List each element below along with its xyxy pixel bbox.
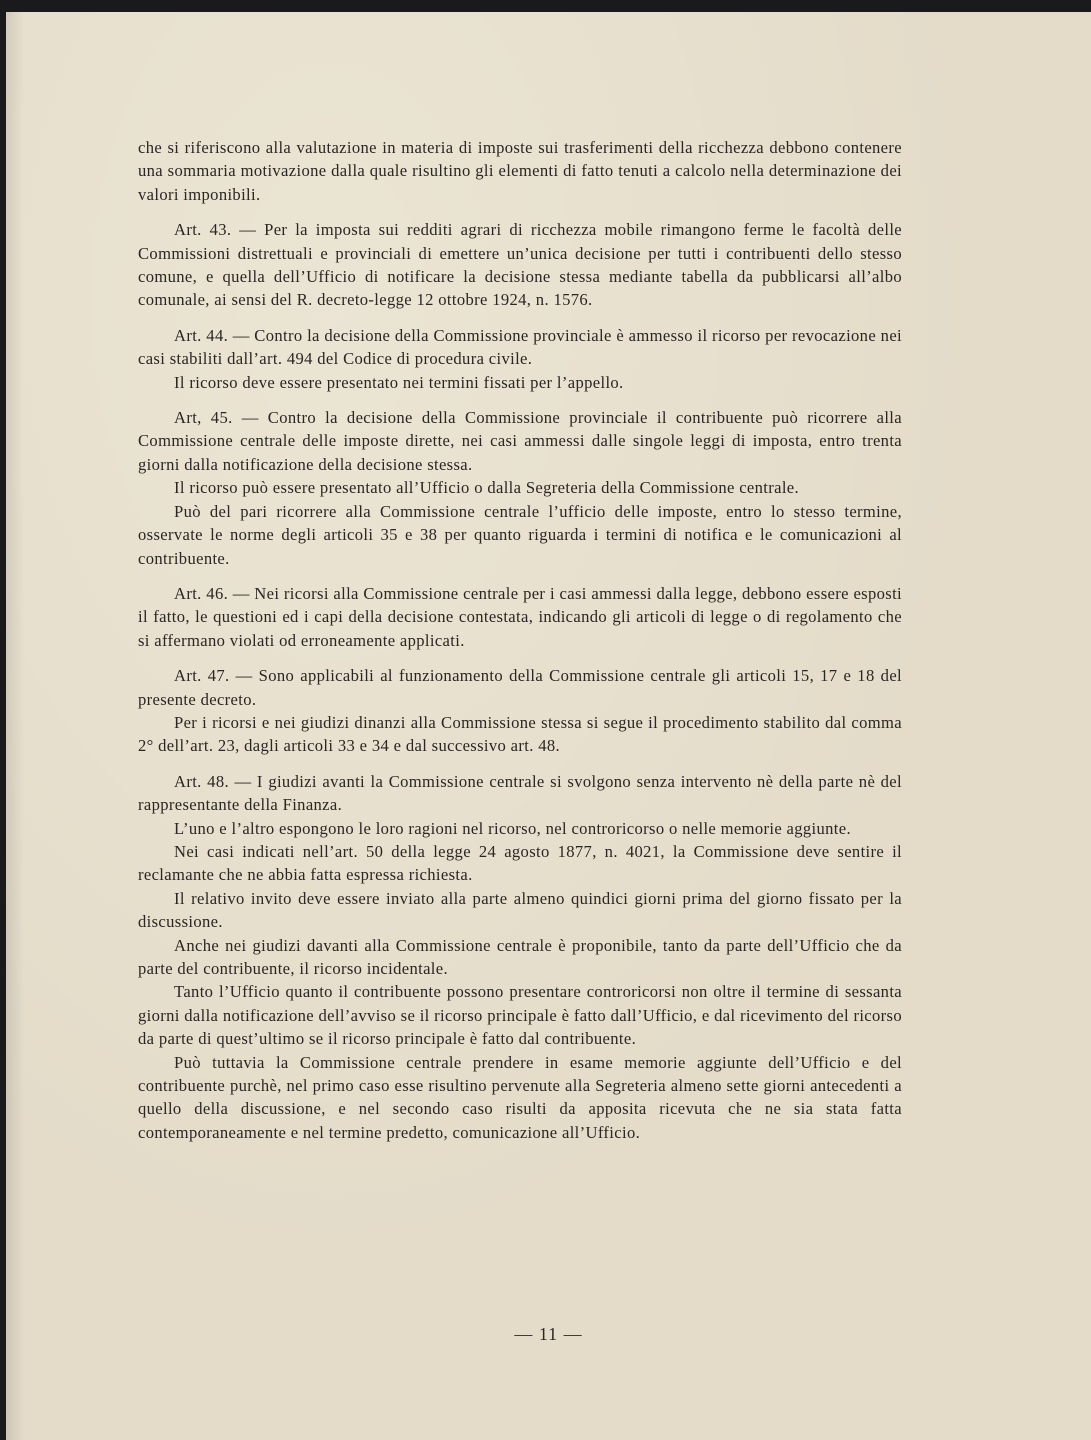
paragraph: che si riferiscono alla valutazione in materia di imposte sui trasferimenti della ricchezza debbono contenere una sommaria motivazione dalla quale risultino gli elementi di fatto tenuti a calcolo nella determinazione dei valori imponibili. bbox=[138, 138, 902, 204]
paragraph: Tanto l’Ufficio quanto il contribuente possono presentare controricorsi non oltre il termine di sessanta giorni dalla notificazione dell’avviso se il ricorso principale è fatto dall’Ufficio, e dal ricevimento del ricorso da parte di quest’ultimo se il ricorso principale è fatto dal contribuente. bbox=[138, 982, 902, 1049]
paragraph: Il ricorso deve essere presentato nei termini fissati per l’appello. bbox=[174, 372, 624, 392]
document-page bbox=[6, 12, 1091, 1440]
paragraph: Può tuttavia la Commissione centrale prendere in esame memorie aggiunte dell’Ufficio e del contribuente purchè, nel primo caso esse risultino pervenute alla Segreteria almeno sette giorni antecedenti a quello della discussione, e nel secondo caso risulti da apposita ricevuta che ne sia stata fatta contemporaneamente e nel termine predetto, comunicazione all’Ufficio. bbox=[138, 1052, 902, 1142]
paragraph: Art. 43. — Per la imposta sui redditi agrari di ricchezza mobile rimangono ferme le facoltà delle Commissioni distrettuali e provinciali di emettere un’unica decisione per tutti i contribuenti dello stesso comune, e quella dell’Ufficio di notificare la decisione stessa mediante tabella da pubblicarsi all’albo comunale, ai sensi del R. decreto-legge 12 ottobre 1924, n. 1576. bbox=[138, 220, 902, 310]
paragraph: Per i ricorsi e nei giudizi dinanzi alla Commissione stessa si segue il procedimento stabilito dal comma 2° dell’art. 23, dagli articoli 33 e 34 e dal successivo art. 48. bbox=[138, 712, 902, 756]
paragraph: Art. 47. — Sono applicabili al funzionamento della Commissione centrale gli articoli 15, 17 e 18 del presente decreto. bbox=[138, 666, 902, 709]
paragraph: L’uno e l’altro espongono le loro ragioni nel ricorso, nel controricorso o nelle memorie aggiunte. bbox=[174, 818, 851, 838]
paragraph: Il relativo invito deve essere inviato alla parte almeno quindici giorni prima del giorno fissato per la discussione. bbox=[138, 888, 902, 932]
page-number: — 11 — bbox=[514, 1324, 583, 1344]
paragraph: Può del pari ricorrere alla Commissione centrale l’ufficio delle imposte, entro lo stesso termine, osservate le norme degli articoli 35 e 38 per quanto riguarda i termini di notifica e le comunicazioni al contribuente. bbox=[138, 501, 902, 568]
paragraph: Art, 45. — Contro la decisione della Commissione provinciale il contribuente può ricorrere alla Commissione centrale delle imposte dirette, nei casi ammessi dalle singole leggi di imposta, entro trenta giorni dalla notificazione della decisione stessa. bbox=[138, 408, 902, 474]
paragraph: Art. 46. — Nei ricorsi alla Commissione centrale per i casi ammessi dalla legge, debbono essere esposti il fatto, le questioni ed i capi della decisione contestata, indicando gli articoli di legge o di regolamento che si affermano violati od erroneamente applicati. bbox=[138, 583, 902, 650]
paragraph: Il ricorso può essere presentato all’Ufficio o dalla Segreteria della Commissione centrale. bbox=[174, 478, 800, 498]
paragraph: Art. 48. — I giudizi avanti la Commissione centrale si svolgono senza intervento nè della parte nè del rappresentante della Finanza. bbox=[138, 771, 902, 815]
paragraph: Anche nei giudizi davanti alla Commissione centrale è proponibile, tanto da parte dell’Ufficio che da parte del contribuente, il ricorso incidentale. bbox=[138, 935, 902, 978]
body-text bbox=[138, 136, 902, 1144]
paragraph: Art. 44. — Contro la decisione della Commissione provinciale è ammesso il ricorso per revocazione nei casi stabiliti dall’art. 494 del Codice di procedura civile. bbox=[138, 325, 902, 369]
paragraph: Nei casi indicati nell’art. 50 della legge 24 agosto 1877, n. 4021, la Commissione deve sentire il reclamante che ne abbia fatta espressa richiesta. bbox=[138, 841, 902, 885]
